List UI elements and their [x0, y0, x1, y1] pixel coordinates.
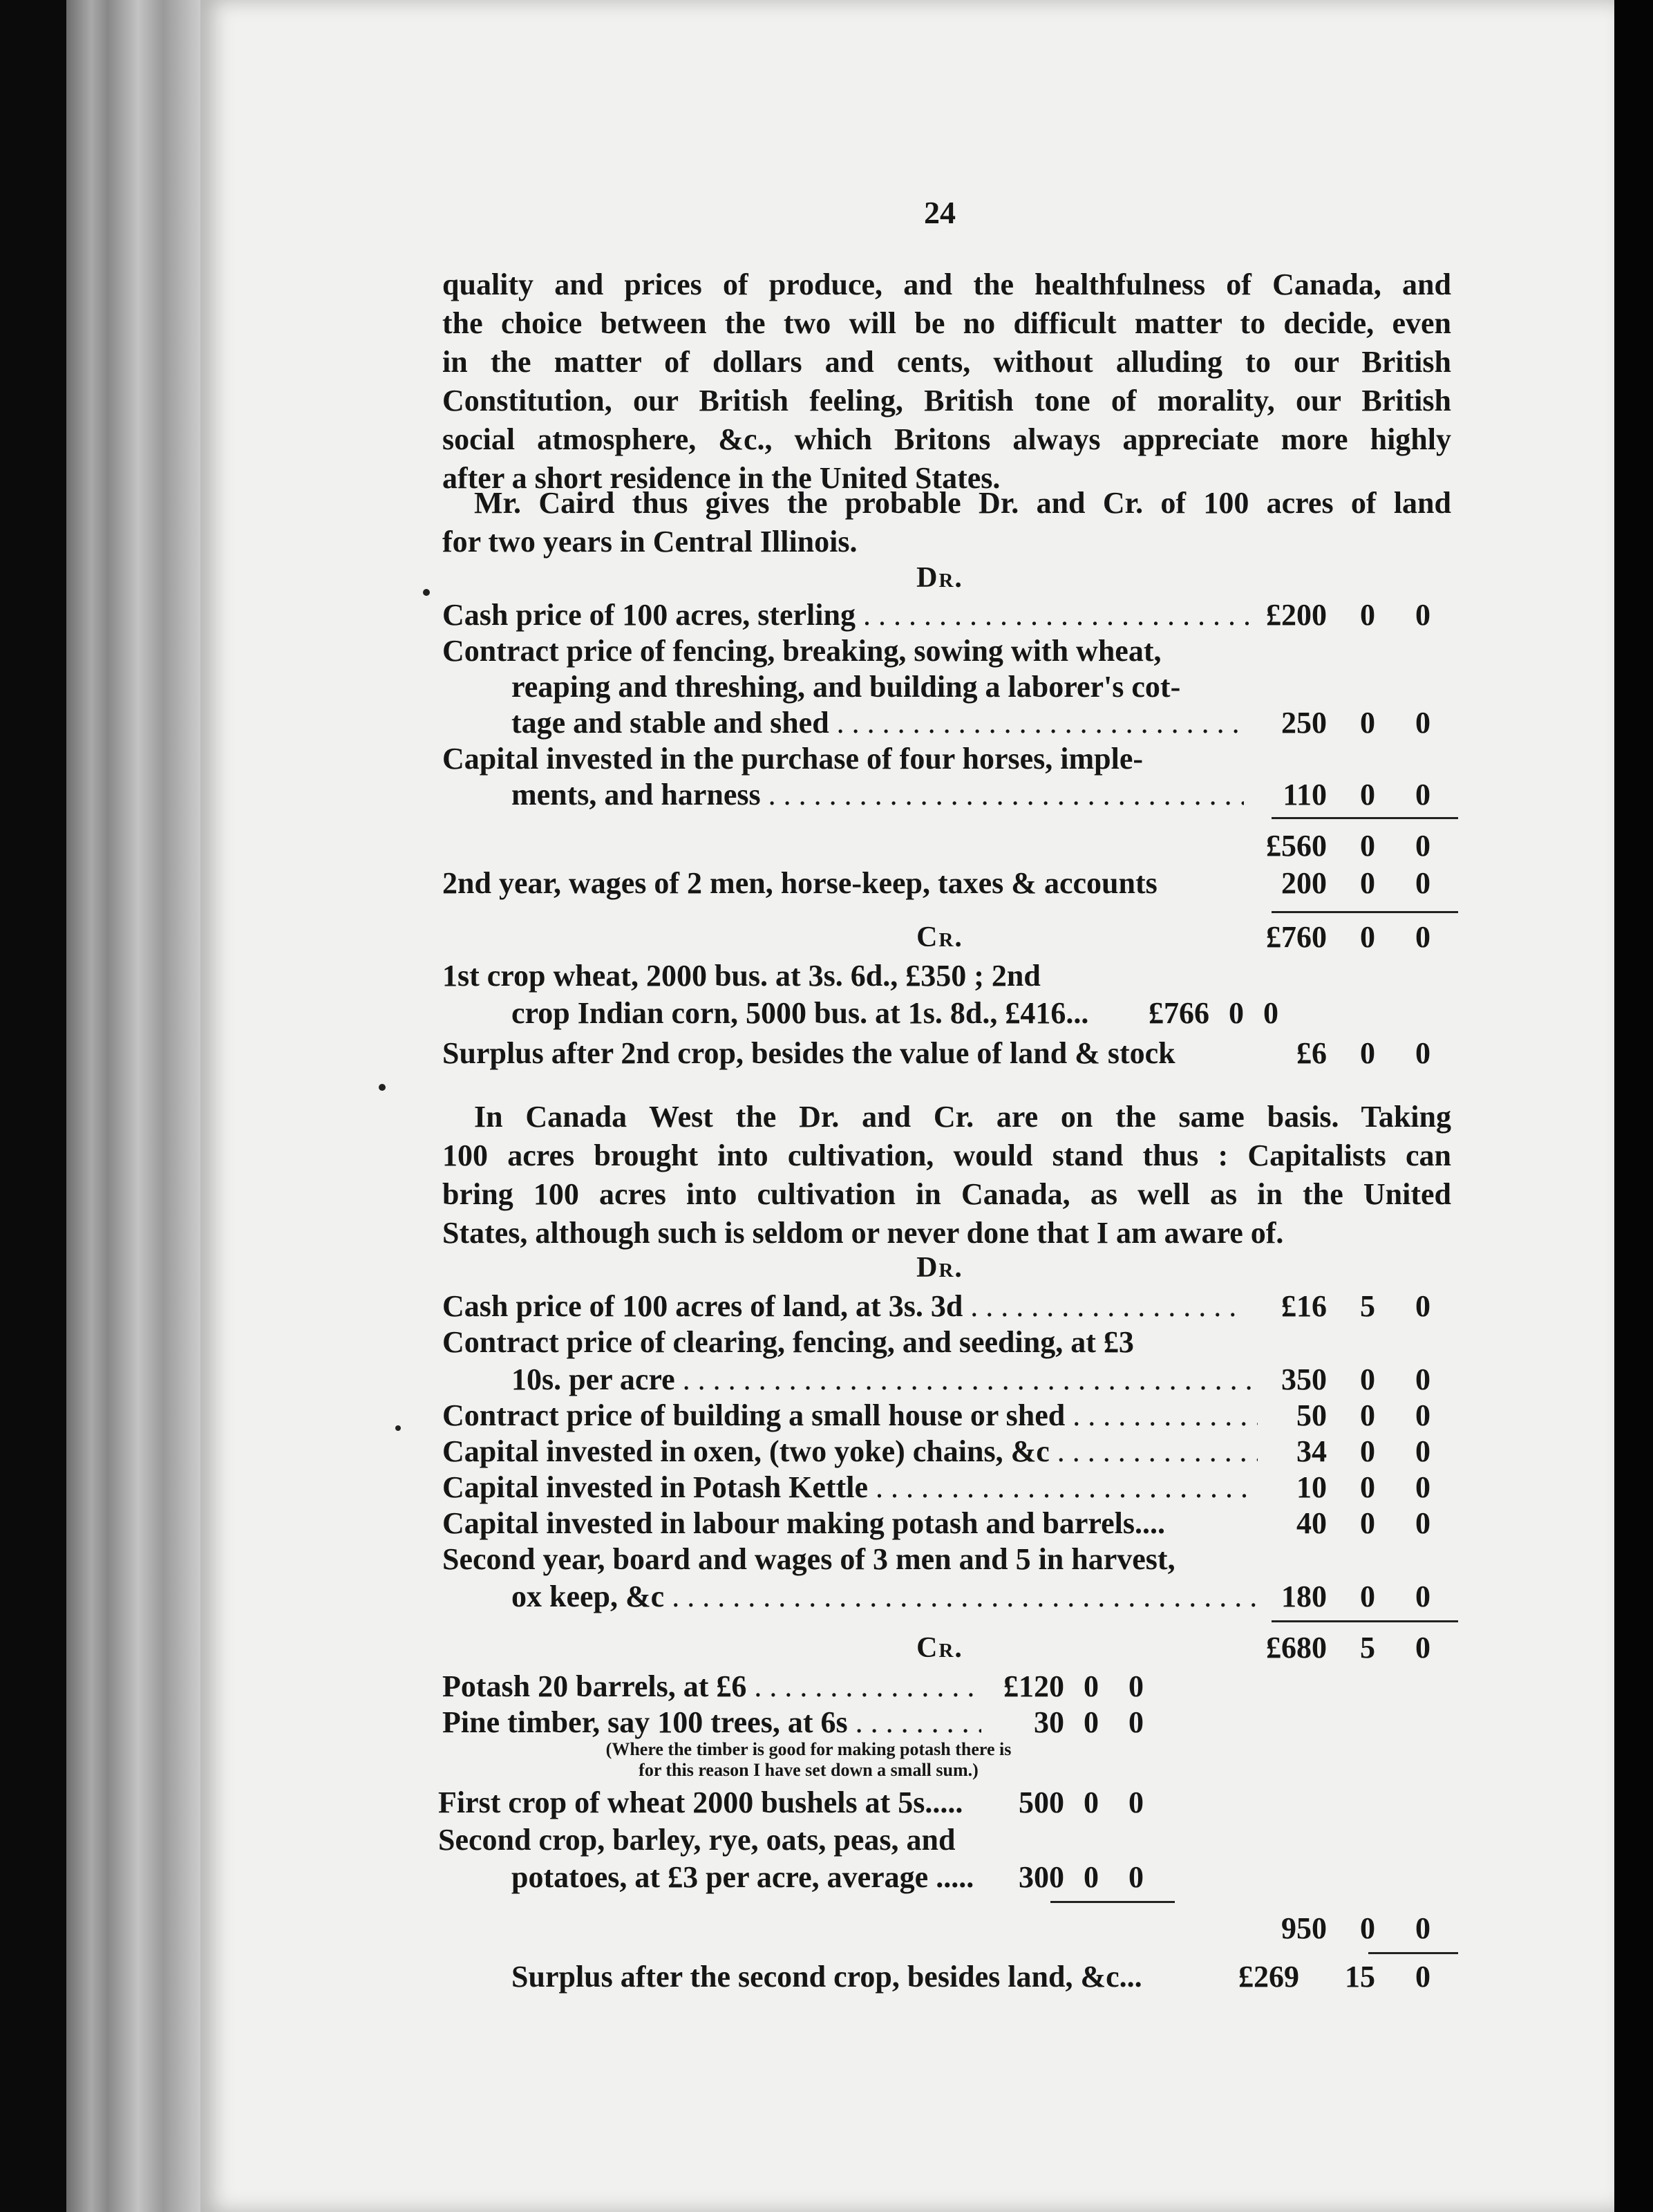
text-line: Mr. Caird thus gives the probable Dr. and Cr. of 100 acres of land: [474, 486, 1451, 520]
text-line: after a short residence in the United States.: [442, 461, 1001, 495]
canada-dr-heading: Dr.: [916, 1252, 963, 1284]
amount-pence: 0: [1415, 1960, 1430, 1994]
illinois-row-capital: [442, 740, 1451, 777]
canada-surplus: [442, 1958, 1451, 1995]
illinois-row-contract-end: [442, 704, 1451, 741]
amount-shillings: 0: [1360, 598, 1375, 632]
canada-row-kettle: [442, 1468, 1451, 1506]
text-line: for two years in Central Illinois.: [442, 525, 858, 559]
amount-pence: 0: [1415, 1506, 1430, 1540]
amount-pounds: £200: [1266, 598, 1327, 632]
amount-shillings: 0: [1084, 1705, 1099, 1739]
amount-pence: 0: [1415, 1631, 1430, 1665]
sum-rule: [1272, 817, 1458, 819]
amount-pence: 0: [1415, 1398, 1430, 1432]
amount-pence: 0: [1415, 1362, 1430, 1396]
row-description: 10s. per acre . . .: [511, 1360, 1258, 1399]
amount-pence: 0: [1415, 706, 1430, 740]
amount-shillings: 0: [1360, 1434, 1375, 1468]
amount-shillings: 0: [1360, 1362, 1375, 1396]
amount-pence: 0: [1415, 829, 1430, 863]
amount-pence: 0: [1128, 1860, 1144, 1894]
amount-pence: 0: [1415, 1470, 1430, 1504]
canada-cr-timber: [442, 1703, 1451, 1741]
amount-pounds: 200: [1281, 866, 1327, 900]
sum-rule: [1272, 1620, 1458, 1622]
text-line: social atmosphere, &c., which Britons always appreciate more highly: [442, 422, 1451, 456]
amount-pounds: 40: [1296, 1506, 1327, 1540]
illinois-row-contract-cont: [442, 668, 1451, 705]
text-line: the choice between the two will be no difficult matter to decide, even: [442, 306, 1451, 340]
canada-row-second-year: [442, 1540, 1451, 1577]
illinois-subtotal: [442, 827, 1451, 864]
canada-cr-total: [442, 1909, 1451, 1947]
scan-border: [1614, 0, 1653, 2212]
sum-rule: [1050, 1901, 1175, 1903]
canada-row-second-year-end: [442, 1577, 1451, 1615]
amount-pence: 0: [1415, 1911, 1430, 1945]
amount-pence: 0: [1128, 1785, 1144, 1819]
page-number: 24: [924, 195, 956, 230]
amount-shillings: 0: [1360, 1036, 1375, 1070]
amount-pence: 0: [1415, 1036, 1430, 1070]
row-description: Capital invested in the purchase of four horses, imple-: [442, 742, 1144, 776]
canada-row-clearing-end: [442, 1360, 1451, 1398]
canada-paragraph: [442, 1098, 1451, 1253]
row-description: Cash price of 100 acres of land, at 3s. 3d . . .: [442, 1287, 1244, 1326]
amount-pence: 0: [1415, 866, 1430, 900]
sum-rule: [1368, 1952, 1458, 1954]
amount-pence: 0: [1415, 778, 1430, 812]
text-line: In Canada West the Dr. and Cr. are on the same basis. Taking: [474, 1100, 1451, 1134]
amount-pounds: 300: [1019, 1860, 1064, 1894]
row-description: tage and stable and shed . . .: [511, 704, 1244, 742]
row-description: Surplus after 2nd crop, besides the value of land & stock: [442, 1036, 1175, 1070]
row-description: 1st crop wheat, 2000 bus. at 3s. 6d., £350 ; 2nd: [442, 959, 1041, 993]
illinois-crop-row: [442, 957, 1451, 994]
amount-pounds: 950: [1281, 1911, 1327, 1945]
amount-pounds: £16: [1281, 1289, 1327, 1323]
amount-pence: 0: [1415, 1289, 1430, 1323]
canada-cr-potash: [442, 1667, 1451, 1705]
illinois-row-cash-price: [442, 596, 1451, 633]
canada-row-house: [442, 1396, 1451, 1434]
amount-shillings: 0: [1360, 1398, 1375, 1432]
text-line: 100 acres brought into cultivation, would stand thus : Capitalists can: [442, 1138, 1451, 1172]
ink-speck: [423, 589, 430, 596]
amount-pounds: £269: [1238, 1960, 1299, 1994]
amount-shillings: 0: [1360, 1506, 1375, 1540]
canada-cr-row: [442, 1629, 1451, 1666]
amount-pence: 0: [1415, 598, 1430, 632]
amount-shillings: 0: [1360, 1470, 1375, 1504]
illinois-row-second-year: [442, 864, 1451, 901]
canada-row-labour: [442, 1504, 1451, 1541]
text-line: States, although such is seldom or never done that I am aware of.: [442, 1216, 1284, 1250]
row-description: Surplus after the second crop, besides land, &c...: [511, 1960, 1142, 1994]
amount-shillings: 0: [1360, 778, 1375, 812]
amount-shillings: 0: [1084, 1860, 1099, 1894]
canada-row-clearing: [442, 1323, 1451, 1360]
amount-shillings: 5: [1360, 1289, 1375, 1323]
amount-shillings: 0: [1360, 1580, 1375, 1613]
row-description: Cash price of 100 acres, sterling . . .: [442, 596, 1258, 635]
intro-paragraph: [442, 265, 1451, 498]
amount-pounds: £560: [1266, 829, 1327, 863]
row-description: reaping and threshing, and building a laborer's cot-: [511, 670, 1181, 704]
canada-row-cash-price: [442, 1287, 1451, 1324]
illinois-cr-row: [442, 918, 1451, 955]
text-line: Constitution, our British feeling, British tone of morality, our British: [442, 384, 1451, 418]
row-description: Second crop, barley, rye, oats, peas, and: [438, 1823, 956, 1857]
row-description: Potash 20 barrels, at £6 . . .: [442, 1667, 981, 1706]
row-description: Capital invested in Potash Kettle . . .: [442, 1468, 1258, 1507]
canada-row-oxen: [442, 1432, 1451, 1470]
amount-pence: 0: [1128, 1669, 1144, 1703]
illinois-row-contract: [442, 632, 1451, 669]
amount-pence: 0: [1415, 1580, 1430, 1613]
amount-shillings: 0: [1229, 996, 1244, 1030]
amount-pounds: 10: [1296, 1470, 1327, 1504]
illinois-dr-heading: Dr.: [916, 562, 963, 594]
row-description: 2nd year, wages of 2 men, horse-keep, taxes & accounts: [442, 866, 1158, 900]
amount-shillings: 0: [1084, 1669, 1099, 1703]
row-description: Capital invested in oxen, (two yoke) chains, &c . . .: [442, 1432, 1258, 1471]
amount-pounds: 500: [1019, 1785, 1064, 1819]
row-description: crop Indian corn, 5000 bus. at 1s. 8d., £416...: [511, 996, 1089, 1030]
row-description: First crop of wheat 2000 bushels at 5s.....: [438, 1785, 963, 1819]
ink-speck: [395, 1425, 401, 1431]
amount-pounds: £120: [1003, 1669, 1064, 1703]
amount-pounds: 250: [1281, 706, 1327, 740]
amount-pence: 0: [1415, 1434, 1430, 1468]
row-description: Contract price of building a small house or shed . . .: [442, 1396, 1258, 1435]
caird-paragraph: [442, 484, 1451, 561]
row-description: potatoes, at £3 per acre, average .....: [511, 1860, 974, 1894]
amount-pence: 0: [1263, 996, 1278, 1030]
amount-pence: 0: [1128, 1705, 1144, 1739]
note-line: (Where the timber is good for making potash there is: [605, 1739, 1012, 1759]
row-description: Contract price of fencing, breaking, sowing with wheat,: [442, 634, 1162, 668]
amount-shillings: 15: [1345, 1960, 1375, 1994]
amount-pounds: 30: [1034, 1705, 1064, 1739]
row-description: Capital invested in labour making potash and barrels....: [442, 1506, 1166, 1540]
sum-rule: [1272, 911, 1458, 913]
canada-cr-second-crop-end: [442, 1858, 1451, 1895]
canada-cr-heading: Cr.: [916, 1632, 963, 1664]
illinois-surplus: [442, 1034, 1451, 1071]
illinois-crop-row-cont: [442, 994, 1451, 1031]
canada-cr-wheat: [438, 1783, 1451, 1821]
ink-speck: [379, 1084, 386, 1091]
row-description: Pine timber, say 100 trees, at 6s . . .: [442, 1703, 981, 1742]
illinois-row-capital-end: [442, 776, 1451, 813]
book-page-stack-edge: [66, 0, 205, 2212]
amount-pounds: £766: [1149, 996, 1209, 1030]
row-description: ox keep, &c . . .: [511, 1577, 1258, 1616]
row-description: Contract price of clearing, fencing, and seeding, at £3: [442, 1325, 1134, 1359]
amount-pounds: £760: [1266, 920, 1327, 954]
amount-shillings: 5: [1360, 1631, 1375, 1665]
illinois-cr-heading: Cr.: [916, 921, 963, 953]
text-line: quality and prices of produce, and the healthfulness of Canada, and: [442, 268, 1451, 301]
amount-pounds: £680: [1266, 1631, 1327, 1665]
amount-shillings: 0: [1360, 1911, 1375, 1945]
amount-shillings: 0: [1360, 706, 1375, 740]
amount-pounds: £6: [1296, 1036, 1327, 1070]
amount-pence: 0: [1415, 920, 1430, 954]
amount-pounds: 180: [1281, 1580, 1327, 1613]
row-description: Second year, board and wages of 3 men and 5 in harvest,: [442, 1542, 1175, 1576]
amount-shillings: 0: [1360, 829, 1375, 863]
amount-pounds: 350: [1281, 1362, 1327, 1396]
text-line: bring 100 acres into cultivation in Canada, as well as in the United: [442, 1177, 1451, 1211]
note-line: for this reason I have set down a small sum.): [639, 1760, 979, 1780]
amount-shillings: 0: [1360, 920, 1375, 954]
canada-cr-second-crop: [438, 1821, 1451, 1858]
amount-pounds: 50: [1296, 1398, 1327, 1432]
amount-shillings: 0: [1084, 1785, 1099, 1819]
row-description: ments, and harness . . .: [511, 776, 1244, 814]
amount-pounds: 110: [1283, 778, 1327, 812]
timber-footnote: [463, 1739, 1154, 1781]
amount-pounds: 34: [1296, 1434, 1327, 1468]
amount-shillings: 0: [1360, 866, 1375, 900]
text-line: in the matter of dollars and cents, without alluding to our British: [442, 345, 1451, 379]
